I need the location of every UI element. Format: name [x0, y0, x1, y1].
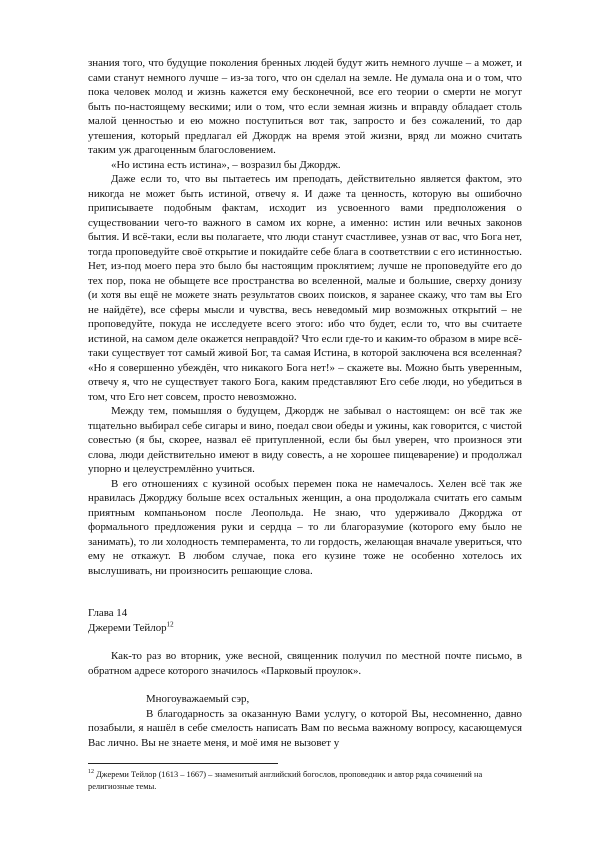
- paragraph-1: знания того, что будущие поколения бренных людей будут жить немного лучше – а может, и сами станут немного лучше – из-за того, что он сделал на земле. Не думала она и о том, что пока человек молод и жизнь кажется ему бесконечной, все его теории о смерти не могут быть по-настоящему вескими; или о том, что если земная жизнь и вправду обладает столь малой ценностью и ею можно поступиться вот так, запросто и без сожалений, то дар утешения, который предлагал ей Джордж на время этой жизни, вряд ли можно считать таким уж драгоценным благословением.: [88, 57, 522, 156]
- section-gap-small: [88, 635, 522, 649]
- footnote: [88, 769, 528, 793]
- paragraph-2: «Но истина есть истина», – возразил бы Джордж.: [111, 158, 341, 171]
- chapter-title: Джереми Тейлор: [88, 621, 167, 634]
- chapter-number: Глава 14: [88, 607, 128, 619]
- section-gap: [88, 578, 522, 606]
- letter-gap: [88, 678, 522, 692]
- letter-body: В благодарность за оказанную Вами услугу, о которой Вы, несомненно, давно позабыли, я нашёл в себе смелость написать Вам по весьма важному вопросу, касающемуся Вас лично. Вы не знаете меня, и моё имя не вызовет у: [88, 707, 522, 749]
- document-page: [88, 56, 522, 750]
- main-text: [88, 56, 522, 750]
- footnote-number: 12: [88, 769, 94, 776]
- paragraph-5: В его отношениях с кузиной особых перемен пока не намечалось. Хелен всё так же нравилась Джорджу больше всех остальных женщин, а она продолжала считать его самым приятным компаньоном после Леопольда. Не знаю, что удерживало Джорджа от формального предложения руки и сердца – то ли благоразумие (которого ему было не занимать), то ли холодность темперамента, то ли гордость, желающая вначале увериться, что ему не откажут. В любом случае, пока его кузине тоже не особенно хотелось их выслушивать, ни произносить решающие слова.: [88, 477, 522, 577]
- paragraph-4: Между тем, помышляя о будущем, Джордж не забывал о настоящем: он всё так же тщательно выбирал себе сигары и вино, поедал свои обеды и ужины, как говорится, с чистой совестью (я бы, скорее, назвал её притупленной, если бы был уверен, что произнося эти слова, люди действительно имеют в виду совесть, а не хорошее пищеварение) и продолжал упорно и целеустремлённо учиться.: [88, 405, 522, 475]
- chapter-paragraph-1: Как-то раз во вторник, уже весной, священник получил по местной почте письмо, в обратном адресе которого значилось «Парковый проулок».: [88, 650, 522, 677]
- footnote-reference[interactable]: 12: [166, 619, 174, 628]
- footnote-text: Джереми Тейлор (1613 – 1667) – знаменитый английский богослов, проповедник и автор ряда сочинений на религиозные темы.: [88, 770, 483, 791]
- footnote-separator: [88, 763, 278, 764]
- chapter-title-line: [88, 621, 522, 636]
- paragraph-3: Даже если то, что вы пытаетесь им преподать, действительно является фактом, это никогда не может быть истиной, отвечу я. И даже та ценность, которую вы ошибочно приписываете подобным фактам, исходит из усвоенного вами предположения о существовании чего-то важного в самом их корне, а именно: истин или вечных законов бытия. И всё-таки, если вы полагаете, что люди станут счастливее, узнав от вас, что Бога нет, тогда проповедуйте своё открытие и покидайте себе блага в соответствии с его истинностью. Нет, из-под моего пера это было бы настоящим проклятием; лучше не проповедуйте его до тех пор, пока не обыщете все пространства во вселенной, малые и большие, сверху донизу (и хотя вы ещё не можете знать результатов своих поисков, я заранее скажу, что там вы Его не найдёте), все сферы мысли и чувства, весь неведомый мир возможных открытий – не проповедуйте, покуда не исследуете всего этого: ибо что будет, если то, что вы считаете истиной, на самом деле окажется неправдой? Что если где-то и каким-то образом в мире всё-таки существует тот самый живой Бог, та самая Истина, в которой заключена вся вселенная? «Но я совершенно убеждён, что никакого Бога нет!» – скажете вы. Можно быть уверенным, отвечу я, что не существует такого Бога, каким представляют Его себе люди, но убедиться в том, что Его нет совсем, просто невозможно.: [88, 173, 522, 403]
- letter-salutation: Многоуважаемый сэр,: [146, 693, 250, 705]
